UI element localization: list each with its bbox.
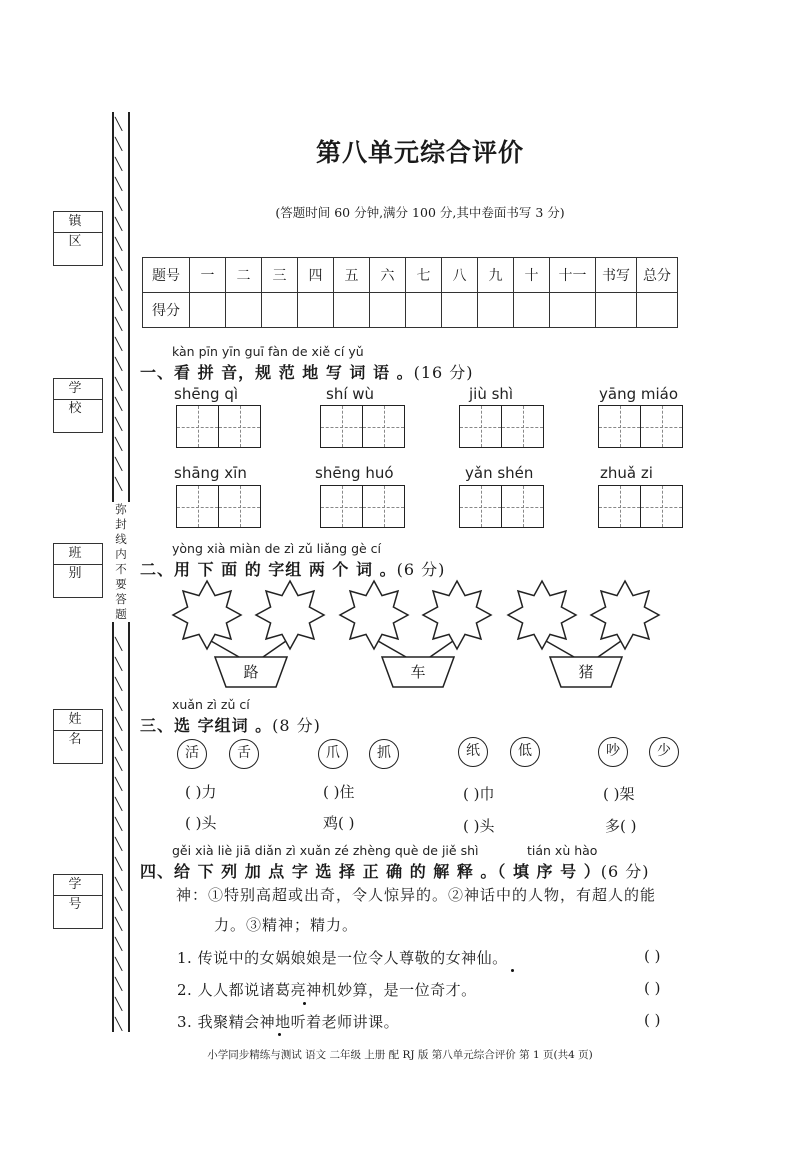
field-label: 班 别	[54, 544, 102, 565]
flower-stem	[263, 641, 286, 657]
table-col-header: 七	[406, 258, 442, 293]
answer-blank[interactable]: ( )	[644, 947, 661, 965]
table-col-header: 书写	[596, 258, 637, 293]
binding-slash-mark: ╲	[115, 137, 123, 151]
pot-character: 车	[410, 663, 426, 681]
star-flower-shape[interactable]	[508, 581, 576, 649]
choice-character-circle: 爪	[318, 739, 348, 769]
table-col-header: 三	[262, 258, 298, 293]
binding-slash-mark: ╲	[115, 337, 123, 351]
section4-heading	[140, 859, 649, 882]
binding-slash-mark: ╲	[115, 737, 123, 751]
section4-score: (6 分)	[600, 862, 650, 881]
table-row-header: 题号	[143, 258, 190, 293]
binding-slash-mark: ╲	[115, 677, 123, 691]
binding-slash-mark: ╲	[115, 297, 123, 311]
binding-slash-mark: ╲	[115, 177, 123, 191]
binding-slash-mark: ╲	[115, 917, 123, 931]
emphasis-dot	[303, 1002, 306, 1005]
table-col-header: 四	[298, 258, 334, 293]
section4-pinyin-note: tián xù hào	[527, 843, 598, 858]
answer-blank[interactable]: ( )	[644, 1011, 661, 1029]
word-pinyin: zhuǎ zi	[600, 464, 653, 482]
binding-slash-mark: ╲	[115, 717, 123, 731]
choice-character-circle: 抓	[369, 739, 399, 769]
section1-pinyin: kàn pīn yīn guī fàn de xiě cí yǔ	[172, 344, 364, 359]
word-pinyin: shí wù	[326, 385, 375, 403]
binding-slash-mark: ╲	[115, 1017, 123, 1031]
fill-blank[interactable]: 鸡( )	[323, 814, 355, 832]
binding-slash-mark: ╲	[115, 317, 123, 331]
binding-slash-mark: ╲	[115, 277, 123, 291]
section3-score: (8 分)	[272, 716, 321, 735]
choice-character-circle: 低	[510, 737, 540, 767]
field-label: 学 校	[54, 379, 102, 400]
choice-character-circle: 活	[177, 739, 207, 769]
fill-blank[interactable]: ( )头	[463, 817, 495, 835]
table-col-header: 一	[190, 258, 226, 293]
fill-blank[interactable]: ( )巾	[463, 785, 495, 803]
binding-slash-mark: ╲	[115, 397, 123, 411]
fill-blank[interactable]: ( )头	[185, 814, 217, 832]
binding-slash-mark: ╲	[115, 657, 123, 671]
table-col-header: 九	[478, 258, 514, 293]
binding-slash-mark: ╲	[115, 157, 123, 171]
definition-line: 力。③精神；精力。	[214, 916, 359, 934]
word-pinyin: shēng huó	[315, 464, 394, 482]
table-col-header: 六	[370, 258, 406, 293]
word-pinyin: shāng xīn	[174, 464, 247, 482]
flower-stem	[546, 641, 574, 657]
binding-slash-mark: ╲	[115, 897, 123, 911]
section2-pinyin: yòng xià miàn de zì zǔ liǎng gè cí	[172, 541, 382, 556]
table-col-header: 二	[226, 258, 262, 293]
choice-character-circle: 纸	[458, 737, 488, 767]
emphasis-dot	[278, 1033, 281, 1036]
binding-slash-mark: ╲	[115, 857, 123, 871]
fill-blank[interactable]: ( )住	[323, 783, 355, 801]
table-col-header: 总分	[637, 258, 678, 293]
binding-slash-mark: ╲	[115, 877, 123, 891]
section2-title: 二、用 下 面 的 字组 两 个 词 。	[140, 560, 397, 579]
definition-line: 神：①特别高超或出奇，令人惊异的。②神话中的人物，有超人的能	[176, 886, 657, 904]
binding-slash-mark: ╲	[115, 797, 123, 811]
question-item: 1. 传说中的女娲娘娘是一位令人尊敬的女神仙。	[177, 949, 508, 967]
field-label: 姓 名	[54, 710, 102, 731]
binding-slash-mark: ╲	[115, 837, 123, 851]
binding-slash-mark: ╲	[115, 937, 123, 951]
binding-slash-mark: ╲	[115, 957, 123, 971]
section2-score: (6 分)	[396, 560, 446, 579]
choice-character-circle: 吵	[598, 737, 628, 767]
section3-heading	[140, 713, 321, 736]
fill-blank[interactable]: ( )架	[603, 785, 635, 803]
binding-slash-mark: ╲	[115, 377, 123, 391]
binding-slash-mark: ╲	[115, 777, 123, 791]
binding-slash-mark: ╲	[115, 757, 123, 771]
section4-pinyin: gěi xià liè jiā diǎn zì xuǎn zé zhèng què de jiě shì	[172, 843, 479, 858]
pot-character: 路	[243, 663, 259, 681]
table-col-header: 十	[514, 258, 550, 293]
section3-title: 三、选 字组词 。	[140, 716, 273, 735]
binding-slash-mark: ╲	[115, 217, 123, 231]
page-footer: 小学同步精练与测试 语文 二年级 上册 配 RJ 版 第八单元综合评价 第 1 页(共4 页)	[207, 1049, 593, 1061]
section1-title: 一、看 拼 音，规 范 地 写 词 语 。	[140, 363, 414, 382]
table-row-label: 得分	[143, 293, 190, 328]
word-pinyin: jiù shì	[469, 385, 514, 403]
answer-blank[interactable]: ( )	[644, 979, 661, 997]
binding-slash-mark: ╲	[115, 117, 123, 131]
table-col-header: 十一	[550, 258, 596, 293]
flower-stem	[211, 641, 239, 657]
choice-character-circle: 少	[649, 737, 679, 767]
section3-pinyin: xuǎn zì zǔ cí	[172, 697, 250, 712]
fill-blank[interactable]: ( )力	[185, 783, 217, 801]
flower-stem	[598, 641, 621, 657]
fill-blank[interactable]: 多( )	[605, 817, 637, 835]
binding-slash-mark: ╲	[115, 197, 123, 211]
flower-stem	[378, 641, 406, 657]
word-pinyin: shēng qì	[174, 385, 239, 403]
emphasis-dot	[511, 969, 514, 972]
binding-slash-mark: ╲	[115, 697, 123, 711]
table-col-header: 五	[334, 258, 370, 293]
binding-slash-mark: ╲	[115, 357, 123, 371]
table-col-header: 八	[442, 258, 478, 293]
star-flower-shape[interactable]	[423, 581, 491, 649]
binding-slash-mark: ╲	[115, 817, 123, 831]
binding-slash-mark: ╲	[115, 477, 123, 491]
word-pinyin: yǎn shén	[465, 464, 534, 482]
question-item: 2. 人人都说诸葛亮神机妙算，是一位奇才。	[177, 981, 477, 999]
binding-slash-mark: ╲	[115, 437, 123, 451]
star-flower-shape[interactable]	[173, 581, 241, 649]
flower-pot	[381, 656, 455, 688]
binding-slash-mark: ╲	[115, 237, 123, 251]
field-label: 学 号	[54, 875, 102, 896]
binding-slash-mark: ╲	[115, 977, 123, 991]
star-flower-shape[interactable]	[256, 581, 324, 649]
binding-slash-mark: ╲	[115, 417, 123, 431]
binding-slash-mark: ╲	[115, 637, 123, 651]
question-item: 3. 我聚精会神地听着老师讲课。	[177, 1013, 400, 1031]
section4-title: 四、给 下 列 加 点 字 选 择 正 确 的 解 释 。（ 填 序 号 ）	[140, 862, 601, 881]
choice-character-circle: 舌	[229, 739, 259, 769]
page-title: 第八单元综合评价	[315, 138, 524, 167]
binding-slash-mark: ╲	[115, 257, 123, 271]
seal-warning-text: 弥封线内不要答题	[112, 502, 130, 622]
binding-slash-mark: ╲	[115, 997, 123, 1011]
flower-pot	[214, 656, 288, 688]
flower-pot	[549, 656, 623, 688]
star-flower-shape[interactable]	[340, 581, 408, 649]
flower-stem	[430, 641, 453, 657]
star-flower-shape[interactable]	[591, 581, 659, 649]
binding-slash-mark: ╲	[115, 457, 123, 471]
exam-time-note: (答题时间 60 分钟,满分 100 分,其中卷面书写 3 分)	[275, 205, 565, 220]
pot-character: 猪	[578, 663, 594, 681]
word-pinyin: yāng miáo	[599, 385, 679, 403]
field-label: 镇 区	[54, 212, 102, 233]
section1-score: (16 分)	[413, 363, 474, 382]
